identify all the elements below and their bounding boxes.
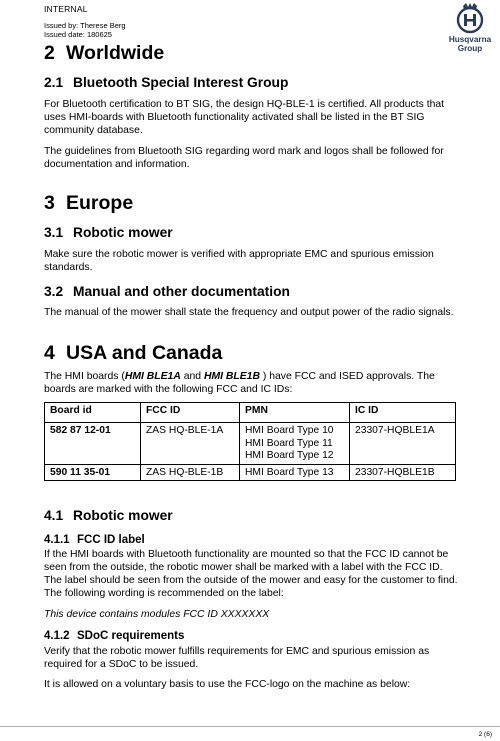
paragraph-fcc-logo: It is allowed on a voluntary basis to use the FCC-logo on the machine as below: xyxy=(44,679,411,690)
cell-ic-id: 23307-HQBLE1B xyxy=(350,464,456,481)
table-row xyxy=(45,423,456,465)
cell-pmn: HMI Board Type 13 xyxy=(240,464,350,481)
heading-eu-robotic-mower: 3.1 Robotic mower xyxy=(44,225,173,240)
husqvarna-crown-icon xyxy=(446,3,494,53)
husqvarna-group-logo xyxy=(446,3,494,53)
cell-ic-id: 23307-HQBLE1A xyxy=(350,423,456,465)
logo-text-group: Group xyxy=(457,44,483,53)
issued-by: Issued by: Therese Berg xyxy=(44,21,126,30)
header-pmn: PMN xyxy=(240,403,350,423)
paragraph-bt-sig-certification: For Bluetooth certification to BT SIG, the design HQ-BLE-1 is certified. All products that uses HMI-boards with Bluetooth functionality activated shall be listed in the BT SIG community database. xyxy=(44,99,445,136)
paragraph-eu-mower: Make sure the robotic mower is verified with appropriate EMC and spurious emission standards. xyxy=(44,249,434,273)
heading-fcc-id-label: 4.1.1 FCC ID label xyxy=(44,534,145,546)
header-fcc-id: FCC ID xyxy=(141,403,240,423)
heading-us-robotic-mower: 4.1 Robotic mower xyxy=(44,508,173,523)
paragraph-bt-sig-guidelines: The guidelines from Bluetooth SIG regarding word mark and logos shall be followed for documentation and information. xyxy=(44,146,444,170)
paragraph-usa-intro: The HMI boards (HMI BLE1A and HMI BLE1B ) have FCC and ISED approvals. The boards are marked with the following FCC and IC IDs: xyxy=(44,371,435,395)
paragraph-fcc-label: If the HMI boards with Bluetooth functionality are mounted so that the FCC ID cannot be seen from the outside, the robotic mower shall be marked with a label with the FCC ID. The label should be seen from the outside of the mower and easy for the customer to find. The following wording is recommended on the label: xyxy=(44,549,458,599)
heading-europe: 3 Europe xyxy=(44,192,134,214)
table-header-row xyxy=(45,403,456,423)
heading-usa-canada: 4 USA and Canada xyxy=(44,342,223,364)
header-board-id: Board id xyxy=(45,403,141,423)
issued-date: Issued date: 180625 xyxy=(44,30,112,39)
cell-fcc-id: ZAS HQ-BLE-1A xyxy=(141,423,240,465)
paragraph-eu-documentation: The manual of the mower shall state the frequency and output power of the radio signals. xyxy=(44,307,454,318)
page-number: 2 (6) xyxy=(478,731,492,738)
heading-worldwide: 2 Worldwide xyxy=(44,42,165,64)
cell-board-id: 582 87 12-01 xyxy=(45,423,141,465)
cell-pmn: HMI Board Type 10 HMI Board Type 11 HMI Board Type 12 xyxy=(240,423,350,465)
header-ic-id: IC ID xyxy=(350,403,456,423)
footer-divider xyxy=(0,726,500,727)
fcc-ic-id-table xyxy=(44,402,456,481)
paragraph-sdoc: Verify that the robotic mower fulfills requirements for EMC and spurious emission as required for a SDoC to be issued. xyxy=(44,646,430,670)
cell-fcc-id: ZAS HQ-BLE-1B xyxy=(141,464,240,481)
logo-text-husqvarna: Husqvarna xyxy=(448,35,492,44)
cell-board-id: 590 11 35-01 xyxy=(45,464,141,481)
table-row xyxy=(45,464,456,481)
classification-label: INTERNAL xyxy=(44,4,88,14)
heading-sdoc-requirements: 4.1.2 SDoC requirements xyxy=(44,630,185,642)
paragraph-fcc-wording: This device contains modules FCC ID XXXXXXX xyxy=(44,609,270,620)
heading-bt-sig: 2.1 Bluetooth Special Interest Group xyxy=(44,75,289,90)
heading-eu-documentation: 3.2 Manual and other documentation xyxy=(44,284,290,299)
